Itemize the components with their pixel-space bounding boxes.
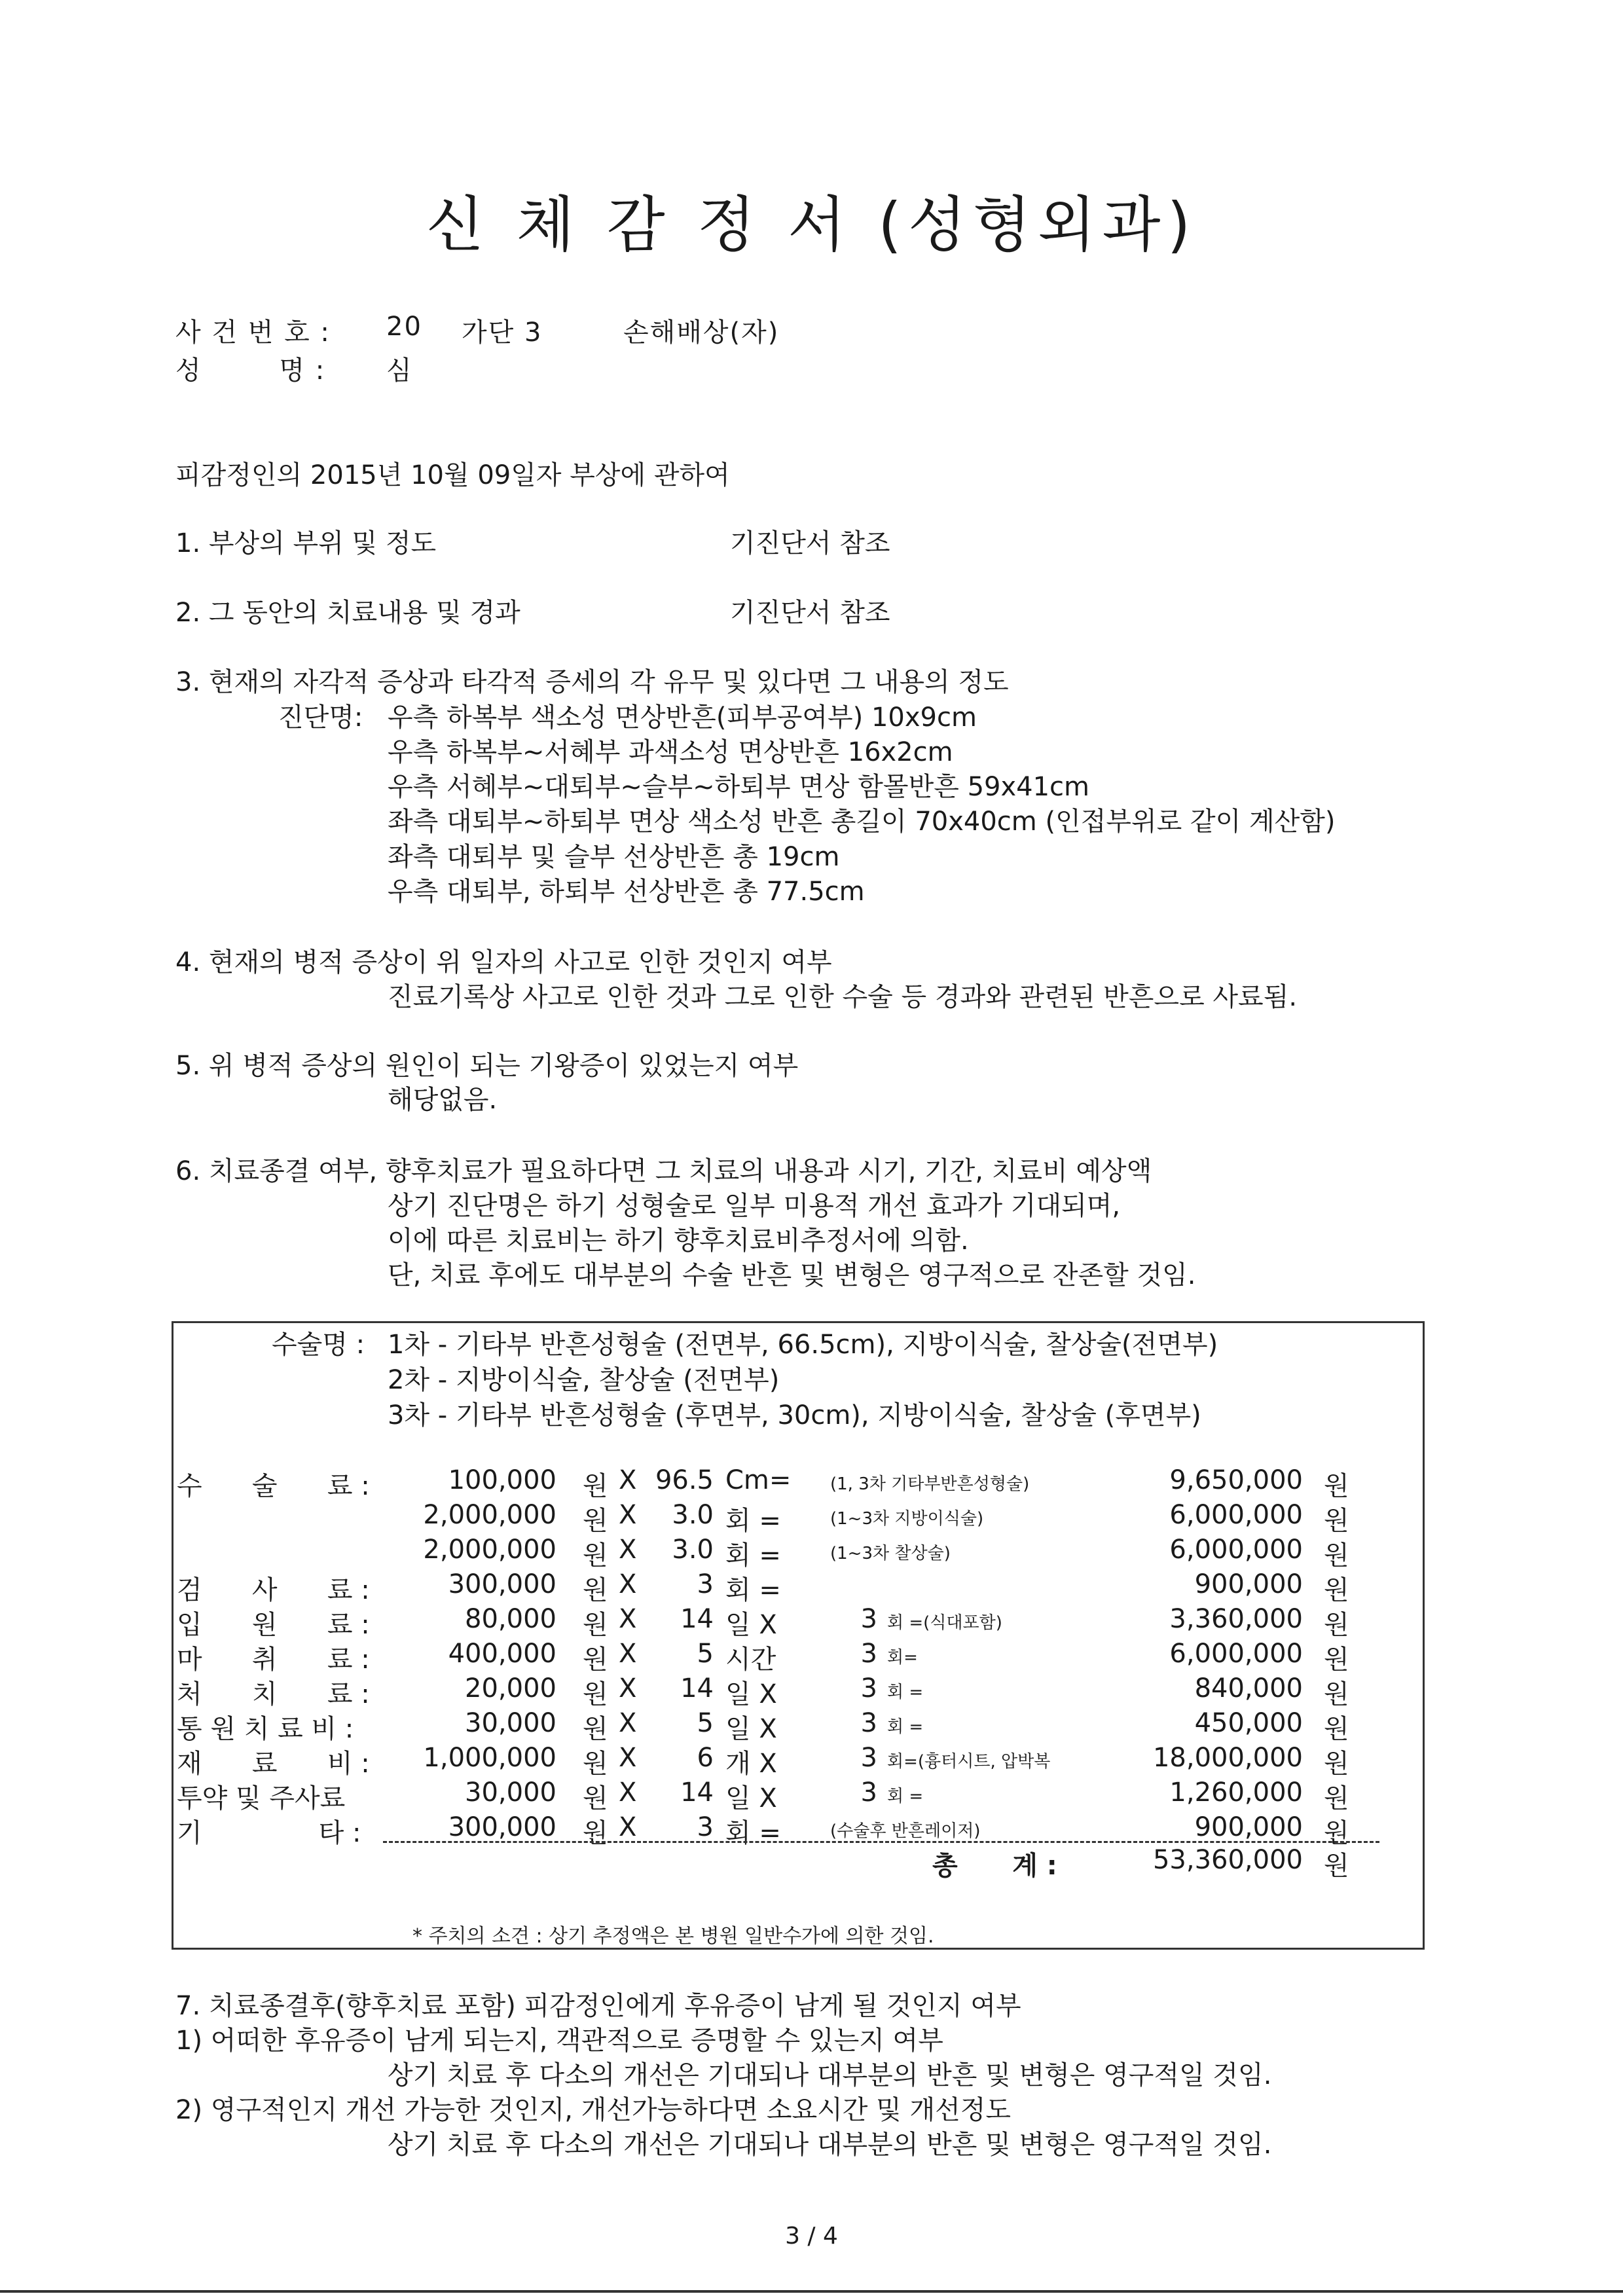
section-7-sub1-answer: 상기 치료 후 다소의 개선은 기대되나 대부분의 반흔 및 변형은 영구적일 것임. xyxy=(388,2060,1272,2090)
cost-won: 원 xyxy=(583,1575,608,1605)
page-bottom-border xyxy=(0,2290,1623,2293)
cost-won: 원 xyxy=(583,1749,608,1779)
cost-note: 회= xyxy=(887,1648,918,1667)
total-won: 원 xyxy=(1324,1851,1349,1881)
cost-x: X xyxy=(619,1465,637,1495)
cost-label: 수 술 료 : xyxy=(177,1471,370,1501)
case-year: 20 xyxy=(386,312,422,342)
cost-x: X xyxy=(619,1500,637,1530)
section-5-answer: 해당없음. xyxy=(388,1085,498,1115)
intro-text: 피감정인의 2015년 10월 09일자 부상에 관하여 xyxy=(175,460,730,490)
cost-won2: 원 xyxy=(1324,1714,1349,1744)
cost-x: X xyxy=(619,1812,637,1842)
cost-qty: 6 xyxy=(697,1743,714,1773)
cost-unit-price: 400,000 xyxy=(448,1639,556,1669)
cost-won2: 원 xyxy=(1324,1783,1349,1813)
cost-qty: 3 xyxy=(697,1569,714,1599)
cost-amount: 900,000 xyxy=(1194,1812,1303,1842)
cost-unit: 회 = xyxy=(725,1575,781,1605)
section-6-question: 6. 치료종결 여부, 향후치료가 필요하다면 그 치료의 내용과 시기, 기간, 치료비 예상액 xyxy=(175,1156,1152,1186)
cost-label: 검 사 료 : xyxy=(177,1575,370,1605)
cost-x: X xyxy=(619,1673,637,1704)
total-amount: 53,360,000 xyxy=(1152,1845,1303,1875)
diagnosis-label: 진단명: xyxy=(278,702,363,733)
cost-note: 회 = xyxy=(887,1683,924,1702)
section-4-question: 4. 현재의 병적 증상이 위 일자의 사고로 인한 것인지 여부 xyxy=(175,947,832,977)
cost-unit: 시간 xyxy=(725,1645,776,1675)
section-6-line: 상기 진단명은 하기 성형술로 일부 미용적 개선 효과가 기대되며, xyxy=(388,1191,1121,1221)
cost-unit-price: 2,000,000 xyxy=(423,1500,556,1530)
name-label: 성 명 : xyxy=(175,355,326,386)
cost-times: 3 xyxy=(860,1604,877,1634)
cost-won2: 원 xyxy=(1324,1679,1349,1709)
cost-x: X xyxy=(619,1743,637,1773)
section-6-line: 이에 따른 치료비는 하기 향후치료비추정서에 의함. xyxy=(388,1226,969,1256)
cost-note: 회 =(식대포함) xyxy=(887,1613,1002,1633)
section-7-question: 7. 치료종결후(향후치료 포함) 피감정인에게 후유증이 남게 될 것인지 여부 xyxy=(175,1991,1021,2021)
page-number: 3 / 4 xyxy=(785,2223,838,2250)
cost-times: 3 xyxy=(860,1777,877,1808)
cost-amount: 450,000 xyxy=(1194,1708,1303,1738)
cost-x: X xyxy=(619,1639,637,1669)
case-name: 손해배상(자) xyxy=(623,318,780,348)
cost-note: 회 = xyxy=(887,1717,924,1737)
cost-qty: 3.0 xyxy=(672,1535,714,1565)
cost-times: 3 xyxy=(860,1743,877,1773)
cost-amount: 18,000,000 xyxy=(1152,1743,1303,1773)
section-2-answer: 기진단서 참조 xyxy=(730,598,890,628)
cost-note: (수술후 반흔레이저) xyxy=(830,1821,981,1841)
cost-won2: 원 xyxy=(1324,1610,1349,1640)
cost-label: 투약 및 주사료 xyxy=(177,1783,346,1813)
section-2-question: 2. 그 동안의 치료내용 및 경과 xyxy=(175,598,520,628)
cost-amount: 6,000,000 xyxy=(1169,1535,1303,1565)
cost-amount: 6,000,000 xyxy=(1169,1639,1303,1669)
cost-label: 입 원 료 : xyxy=(177,1610,370,1640)
cost-label: 기 타 : xyxy=(177,1818,361,1848)
cost-qty: 3.0 xyxy=(672,1500,714,1530)
cost-unit: 개 X xyxy=(725,1749,777,1779)
section-3-question: 3. 현재의 자각적 증상과 타각적 증세의 각 유무 및 있다면 그 내용의 정도 xyxy=(175,667,1009,697)
cost-won2: 원 xyxy=(1324,1540,1349,1571)
cost-note: (1, 3차 기타부반흔성형술) xyxy=(830,1474,1030,1494)
case-type: 가단 3 xyxy=(462,318,543,348)
cost-unit: 일 X xyxy=(725,1783,777,1813)
cost-unit-price: 2,000,000 xyxy=(423,1535,556,1565)
total-separator xyxy=(383,1841,1379,1843)
section-1-question: 1. 부상의 부위 및 정도 xyxy=(175,528,437,558)
cost-x: X xyxy=(619,1604,637,1634)
diagnosis-item: 우측 하복부~서혜부 과색소성 면상반흔 16x2cm xyxy=(388,737,953,767)
section-4-answer: 진료기록상 사고로 인한 것과 그로 인한 수술 등 경과와 관련된 반흔으로 사료됨. xyxy=(388,982,1298,1012)
cost-label: 통 원 치 료 비 : xyxy=(177,1714,354,1744)
diagnosis-item: 좌측 대퇴부 및 슬부 선상반흔 총 19cm xyxy=(388,842,840,872)
section-7-sub2-question: 2) 영구적인지 개선 가능한 것인지, 개선가능하다면 소요시간 및 개선정도 xyxy=(175,2095,1012,2125)
cost-won: 원 xyxy=(583,1610,608,1640)
section-7-sub2-answer: 상기 치료 후 다소의 개선은 기대되나 대부분의 반흔 및 변형은 영구적일 것임. xyxy=(388,2130,1272,2160)
cost-unit-price: 80,000 xyxy=(465,1604,556,1634)
cost-times: 3 xyxy=(860,1639,877,1669)
cost-x: X xyxy=(619,1708,637,1738)
surgery-label: 수술명 : xyxy=(272,1330,365,1360)
document-title: 신 체 감 정 서 (성형외과) xyxy=(426,190,1197,260)
cost-won: 원 xyxy=(583,1783,608,1813)
cost-unit: 회 = xyxy=(725,1540,781,1571)
cost-unit: 회 = xyxy=(725,1506,781,1536)
section-7-sub1-question: 1) 어떠한 후유증이 남게 되는지, 객관적으로 증명할 수 있는지 여부 xyxy=(175,2026,943,2056)
cost-won2: 원 xyxy=(1324,1506,1349,1536)
cost-times: 3 xyxy=(860,1708,877,1738)
cost-unit-price: 100,000 xyxy=(448,1465,556,1495)
cost-qty: 96.5 xyxy=(655,1465,714,1495)
cost-amount: 3,360,000 xyxy=(1169,1604,1303,1634)
surgery-item: 3차 - 기타부 반흔성형술 (후면부, 30cm), 지방이식술, 찰상술 (후면부) xyxy=(388,1400,1201,1430)
diagnosis-item: 우측 대퇴부, 하퇴부 선상반흔 총 77.5cm xyxy=(388,877,865,907)
cost-unit: 일 X xyxy=(725,1679,777,1709)
cost-amount: 1,260,000 xyxy=(1169,1777,1303,1808)
cost-qty: 14 xyxy=(680,1673,714,1704)
cost-won: 원 xyxy=(583,1679,608,1709)
cost-won2: 원 xyxy=(1324,1471,1349,1501)
cost-qty: 5 xyxy=(697,1639,714,1669)
surgery-item: 2차 - 지방이식술, 찰상술 (전면부) xyxy=(388,1365,780,1395)
diagnosis-item: 우측 서혜부~대퇴부~슬부~하퇴부 면상 함몰반흔 59x41cm xyxy=(388,772,1089,802)
cost-won2: 원 xyxy=(1324,1749,1349,1779)
cost-amount: 900,000 xyxy=(1194,1569,1303,1599)
cost-qty: 5 xyxy=(697,1708,714,1738)
cost-qty: 14 xyxy=(680,1777,714,1808)
cost-note: 회=(흉터시트, 압박복 xyxy=(887,1752,1051,1772)
cost-amount: 6,000,000 xyxy=(1169,1500,1303,1530)
cost-amount: 840,000 xyxy=(1194,1673,1303,1704)
cost-x: X xyxy=(619,1777,637,1808)
total-label: 총 계 : xyxy=(932,1851,1057,1881)
cost-unit: 일 X xyxy=(725,1714,777,1744)
cost-unit-price: 300,000 xyxy=(448,1812,556,1842)
cost-amount: 9,650,000 xyxy=(1169,1465,1303,1495)
section-1-answer: 기진단서 참조 xyxy=(730,528,890,558)
cost-qty: 3 xyxy=(697,1812,714,1842)
cost-label: 처 치 료 : xyxy=(177,1679,370,1709)
cost-won2: 원 xyxy=(1324,1575,1349,1605)
case-number-label: 사 건 번 호 : xyxy=(175,318,331,348)
cost-won: 원 xyxy=(583,1540,608,1571)
cost-unit: Cm= xyxy=(725,1465,792,1495)
name-value: 심 xyxy=(386,355,413,386)
cost-note: (1~3차 지방이식술) xyxy=(830,1509,984,1529)
cost-label: 마 취 료 : xyxy=(177,1645,370,1675)
cost-unit: 회 = xyxy=(725,1818,781,1848)
cost-won2: 원 xyxy=(1324,1645,1349,1675)
cost-unit-price: 1,000,000 xyxy=(423,1743,556,1773)
surgery-item: 1차 - 기타부 반흔성형술 (전면부, 66.5cm), 지방이식술, 찰상술(전면부) xyxy=(388,1330,1218,1360)
cost-won: 원 xyxy=(583,1818,608,1848)
section-5-question: 5. 위 병적 증상의 원인이 되는 기왕증이 있었는지 여부 xyxy=(175,1051,799,1081)
cost-won: 원 xyxy=(583,1471,608,1501)
cost-won2: 원 xyxy=(1324,1818,1349,1848)
cost-won: 원 xyxy=(583,1645,608,1675)
cost-x: X xyxy=(619,1535,637,1565)
cost-times: 3 xyxy=(860,1673,877,1704)
cost-unit-price: 30,000 xyxy=(465,1777,556,1808)
cost-won: 원 xyxy=(583,1506,608,1536)
section-6-line: 단, 치료 후에도 대부분의 수술 반흔 및 변형은 영구적으로 잔존할 것임. xyxy=(388,1260,1196,1290)
cost-note: (1~3차 찰상술) xyxy=(830,1544,951,1563)
cost-note: 회 = xyxy=(887,1787,924,1806)
cost-unit: 일 X xyxy=(725,1610,777,1640)
cost-qty: 14 xyxy=(680,1604,714,1634)
cost-x: X xyxy=(619,1569,637,1599)
diagnosis-item: 우측 하복부 색소성 면상반흔(피부공여부) 10x9cm xyxy=(388,702,977,733)
cost-won: 원 xyxy=(583,1714,608,1744)
cost-unit-price: 20,000 xyxy=(465,1673,556,1704)
cost-label: 재 료 비 : xyxy=(177,1749,370,1779)
estimate-footnote: * 주치의 소견 : 상기 추정액은 본 병원 일반수가에 의한 것임. xyxy=(412,1925,934,1948)
cost-unit-price: 30,000 xyxy=(465,1708,556,1738)
diagnosis-item: 좌측 대퇴부~하퇴부 면상 색소성 반흔 총길이 70x40cm (인접부위로 같이 계산함) xyxy=(388,807,1336,837)
cost-unit-price: 300,000 xyxy=(448,1569,556,1599)
